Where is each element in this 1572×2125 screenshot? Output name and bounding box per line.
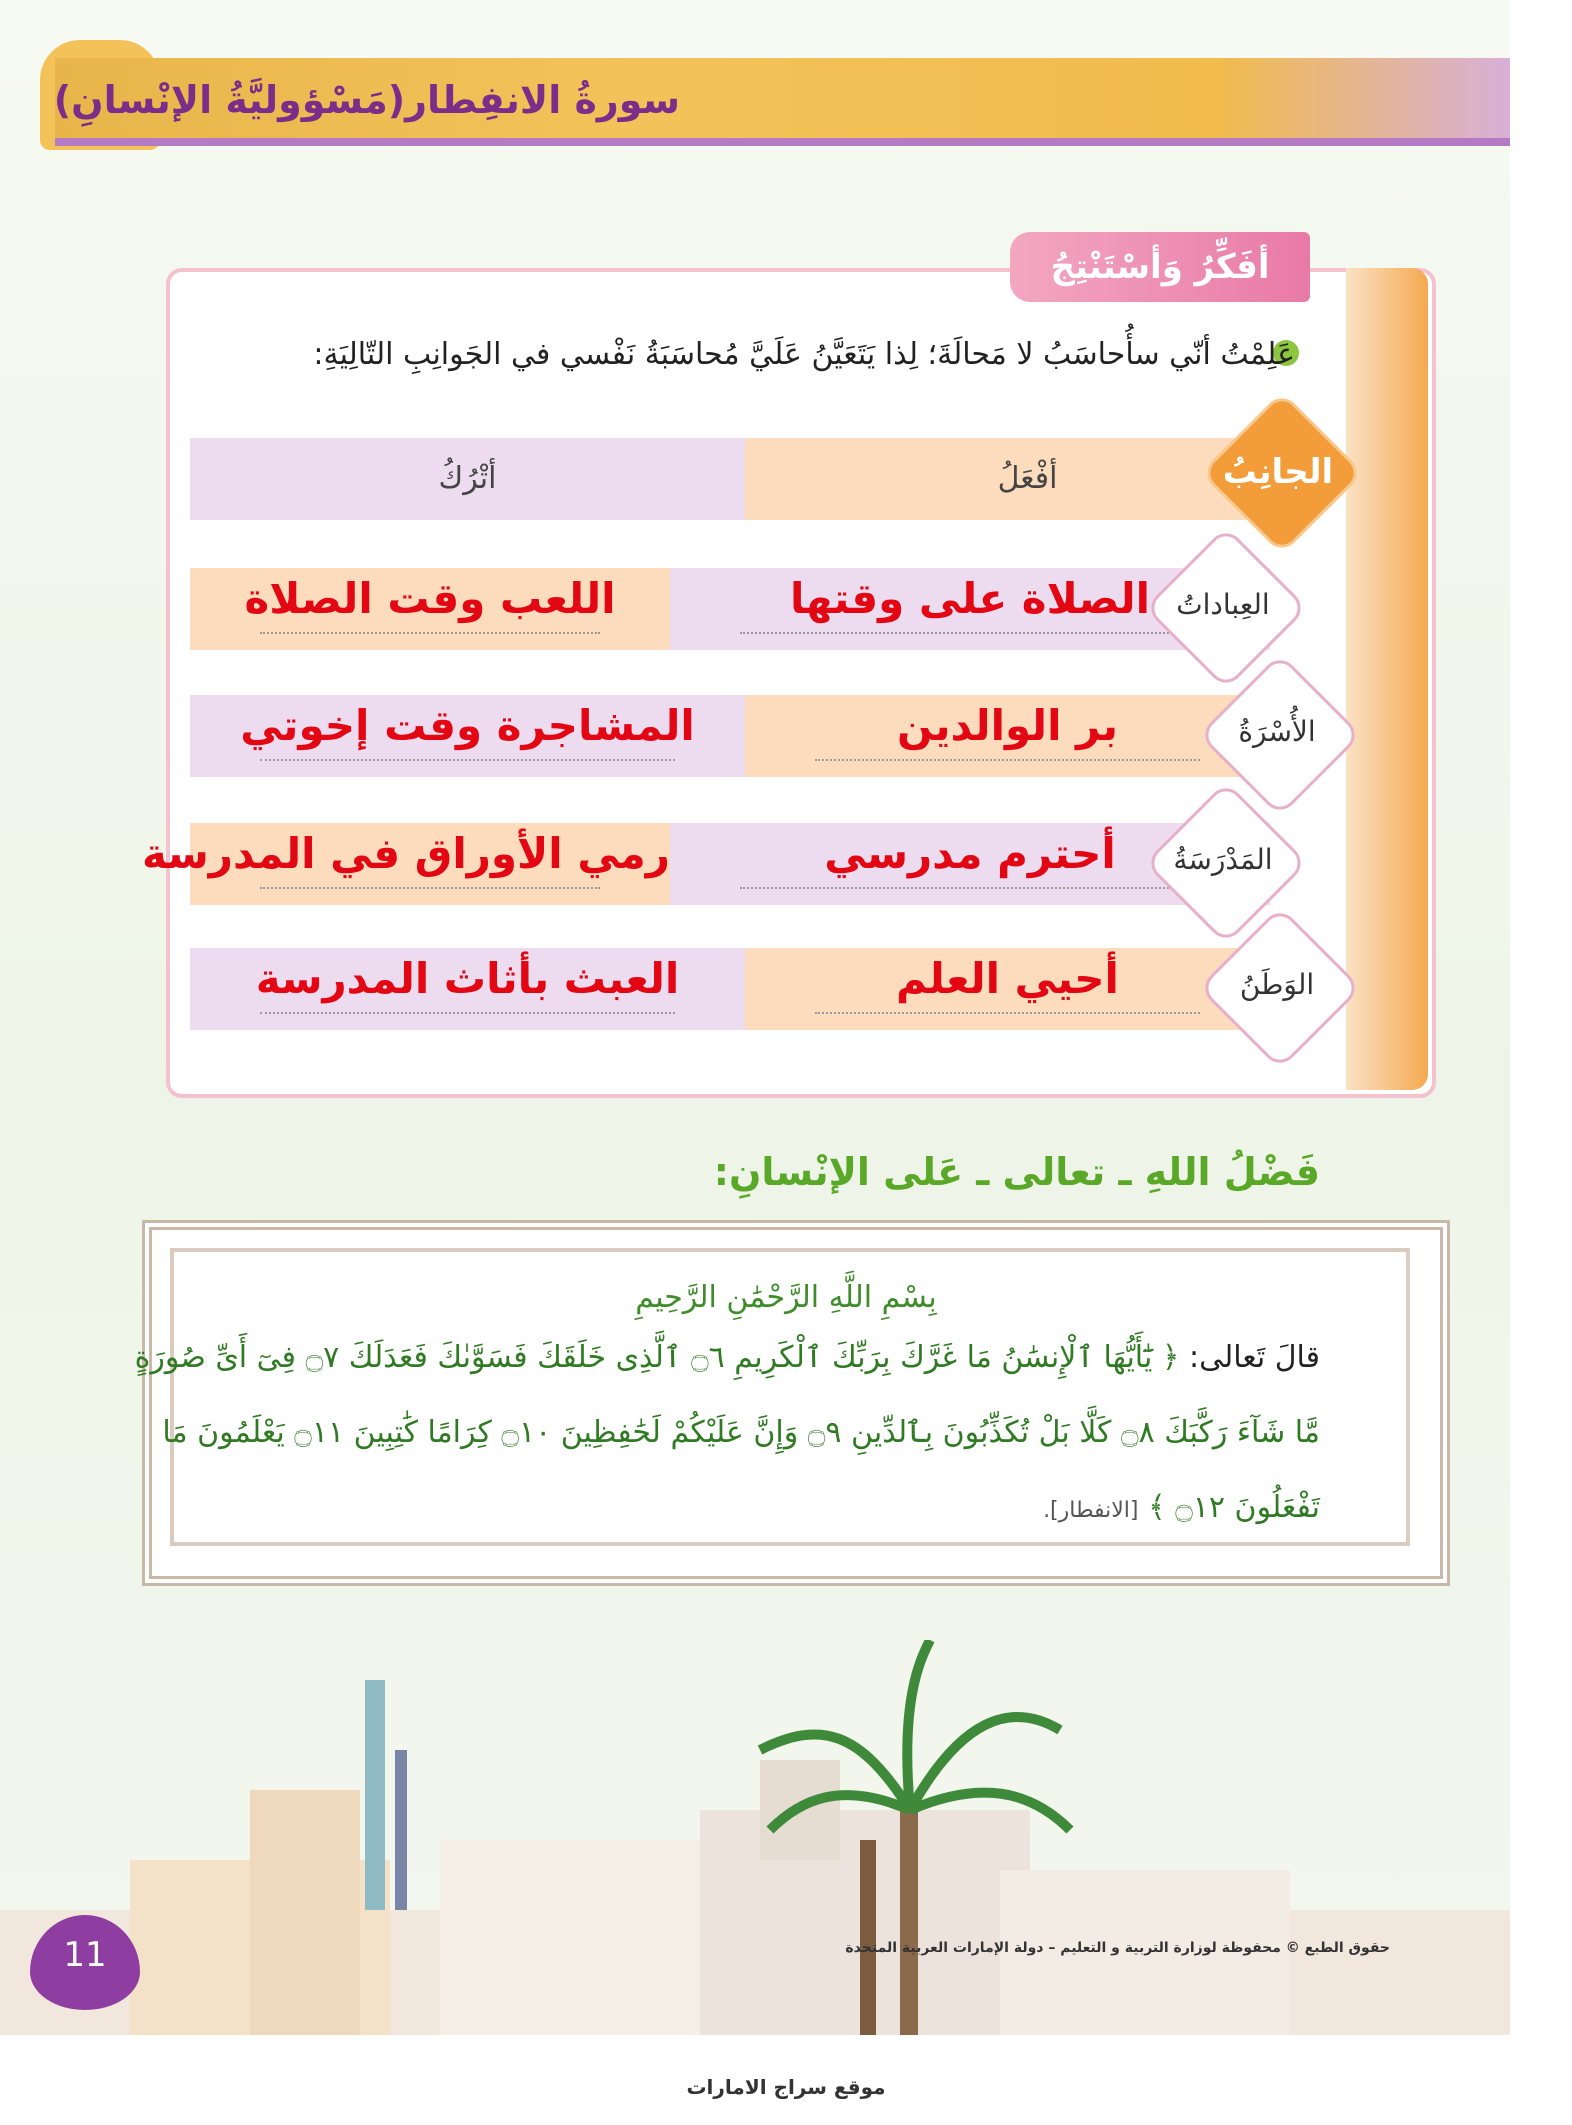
- basmala: بِسْمِ اللَّهِ الرَّحْمَٰنِ الرَّحِيمِ: [635, 1280, 937, 1315]
- verse-line-2: مَّا شَآءَ رَكَّبَكَ ۝٨ كَلَّا بَلْ تُكَذِّبُونَ بِٱلدِّينِ ۝٩ وَإِنَّ عَلَيْكُمْ لَحَٰفِظِينَ ۝١٠ كِرَامًا كَٰتِبِينَ ۝١١ يَعْلَمُونَ مَا: [162, 1415, 1320, 1450]
- answer-line: [740, 887, 1200, 889]
- leave-cell: [142, 823, 670, 905]
- header-aspect: الجانِبُ: [1222, 452, 1334, 492]
- activity-tag: أفَكِّرُ وَأسْتَنْتِجُ: [1010, 232, 1310, 302]
- answer-line: [260, 759, 675, 761]
- verse-text-1: ﴿ يَٰٓأَيُّهَا ٱلْإِنسَٰنُ مَا غَرَّكَ بِرَبِّكَ ٱلْكَرِيمِ ۝٦ ٱلَّذِى خَلَقَكَ فَسَوَّىٰكَ فَعَدَلَكَ ۝٧ فِىٓ أَىِّ صُورَةٍ: [134, 1340, 1180, 1375]
- leave-answer: رمي الأوراق في المدرسة: [142, 829, 670, 878]
- answer-line: [260, 1012, 675, 1014]
- site-footer: موقع سراج الامارات: [686, 2075, 886, 2099]
- do-cell: [745, 695, 1270, 777]
- aspect-label: الوَطَنُ: [1239, 968, 1315, 1001]
- header-do: أفْعَلُ: [997, 461, 1058, 496]
- table-row: [190, 695, 1270, 777]
- leave-cell: [190, 948, 745, 1030]
- answer-line: [740, 632, 1200, 634]
- verse-line-1: [120, 1340, 1320, 1375]
- verse-line-3: [120, 1490, 1320, 1525]
- activity-prompt: عَلِمْتُ أنّي سأُحاسَبُ لا مَحالَةَ؛ لِذا يَتَعَيَّنُ عَلَيَّ مُحاسَبَةُ نَفْسي في الجَوانِبِ التّالِيَةِ:: [313, 337, 1295, 372]
- aspect-label: العِباداتُ: [1176, 588, 1270, 621]
- do-answer: أحيي العلم: [896, 954, 1119, 1003]
- aspect-label: الأُسْرَةُ: [1238, 715, 1316, 748]
- table-row: [190, 568, 1270, 650]
- answer-line: [815, 1012, 1200, 1014]
- leave-answer: المشاجرة وقت إخوتي: [240, 701, 695, 750]
- page-number: 11: [63, 1935, 107, 1975]
- card-side-strip: [1346, 268, 1428, 1090]
- answer-line: [260, 632, 600, 634]
- copyright-text: حقوق الطبع © محفوظة لوزارة التربية و التعليم – دولة الإمارات العربية المتحدة: [845, 1940, 1390, 1956]
- aspect-label: المَدْرَسَةُ: [1173, 843, 1273, 876]
- answer-line: [260, 887, 600, 889]
- leave-answer: اللعب وقت الصلاة: [244, 574, 616, 623]
- verse-text-3: تَفْعَلُونَ ۝١٢ ﴾: [1148, 1490, 1320, 1525]
- answer-line: [815, 759, 1200, 761]
- header-leave: أتْرُكُ: [438, 461, 497, 496]
- table-row: [190, 948, 1270, 1030]
- header-cell-leave: [190, 438, 745, 520]
- city-skyline-illustration: [0, 1640, 1510, 2035]
- leave-answer: العبث بأثاث المدرسة: [255, 954, 680, 1003]
- do-answer: بر الوالدين: [896, 701, 1118, 750]
- do-answer: الصلاة على وقتها: [789, 574, 1151, 623]
- verse-source: [الانفطار].: [1043, 1498, 1139, 1523]
- verse-lead: قالَ تَعالى:: [1188, 1340, 1320, 1375]
- do-answer: أحترم مدرسي: [824, 829, 1116, 878]
- table-header-row: [190, 438, 1310, 520]
- page-title: سورةُ الانفِطار(مَسْؤوليَّةُ الإنْسانِ): [53, 78, 680, 122]
- leave-cell: [190, 695, 745, 777]
- do-cell: [745, 948, 1270, 1030]
- section-title: فَضْلُ اللهِ ـ تعالى ـ عَلى الإنْسانِ:: [713, 1150, 1320, 1194]
- leave-cell: [190, 568, 670, 650]
- table-row: [142, 823, 1270, 905]
